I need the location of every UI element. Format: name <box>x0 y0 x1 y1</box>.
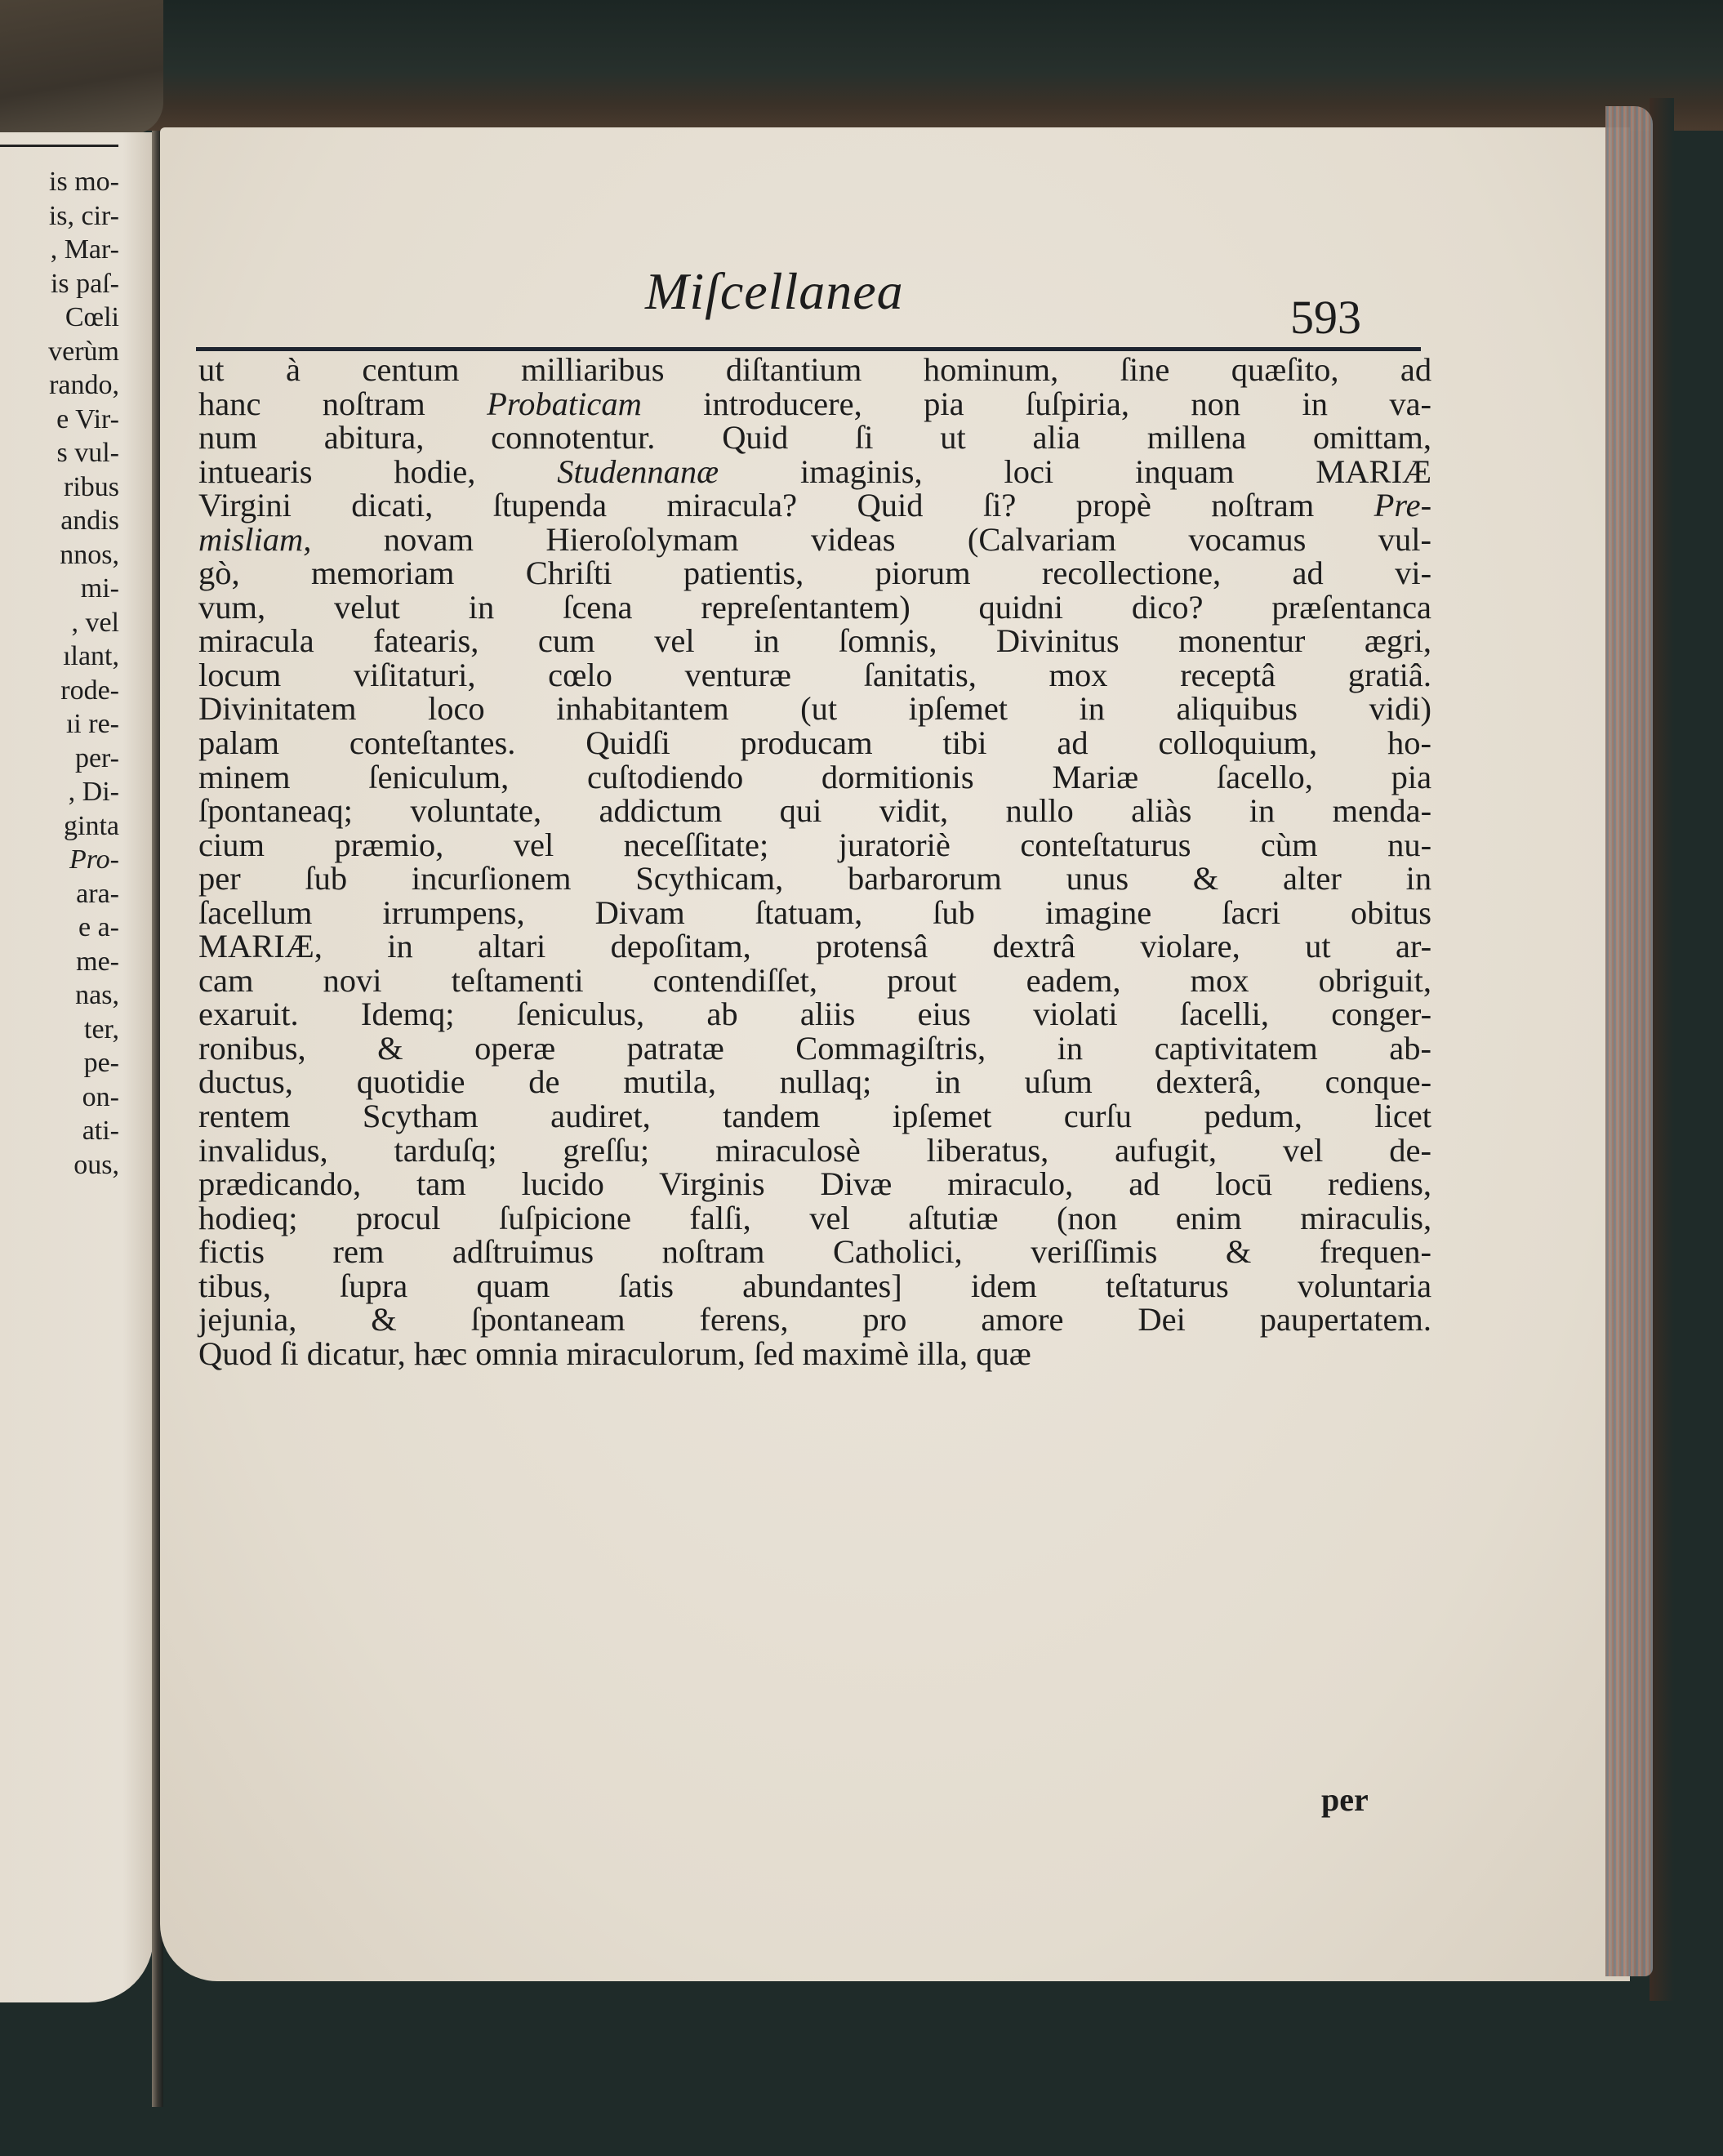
left-page-line: ous, <box>73 1149 119 1180</box>
text-line: intuearis hodie, Studennanæ imaginis, loci inquam MARIÆ <box>198 452 1432 490</box>
text-line: misliam, novam Hieroſolymam videas (Calvariam vocamus vul- <box>198 520 1432 558</box>
left-page-line: ribus <box>64 471 119 502</box>
page-fore-edge <box>1605 106 1653 1976</box>
left-page-line: ati- <box>82 1116 119 1146</box>
text-line: locum viſitaturi, cœlo venturæ ſanitatis, mox receptâ gratiâ. <box>198 656 1432 693</box>
book-binding-top <box>0 0 1723 131</box>
left-page-text <box>48 165 119 1182</box>
text-line: hanc noſtram Probaticam introducere, pia ſuſpiria, non in va- <box>198 385 1432 422</box>
left-page-line: , Di- <box>68 777 119 807</box>
book-cover-edge <box>1650 98 1674 2001</box>
left-page-line: ginta <box>64 810 119 841</box>
text-line: ſacellum irrumpens, Divam ſtatuam, ſub imagine ſacri obitus <box>198 893 1432 931</box>
left-page-line: ter, <box>84 1013 119 1045</box>
left-page-line: ılant, <box>63 641 119 671</box>
left-page-line: andis <box>60 506 119 536</box>
text-line: Divinitatem loco inhabitantem (ut ipſemet in aliquibus vidi) <box>198 690 1432 728</box>
left-page-line: verùm <box>48 336 119 367</box>
left-page-line: pe- <box>83 1048 119 1078</box>
text-line: num abitura, connotentur. Quid ſi ut alia millena omittam, <box>198 419 1432 457</box>
text-line: exaruit. Idemq; ſeniculus, ab aliis eius violati ſacelli, conger- <box>198 996 1432 1033</box>
text-line: gò, memoriam Chriſti patientis, piorum recollectione, ad vi- <box>198 555 1432 592</box>
text-line: rentem Scytham audiret, tandem ipſemet curſu pedum, licet <box>198 1098 1432 1135</box>
left-page-line: Pro- <box>69 844 119 875</box>
left-page-line: e a- <box>78 912 119 942</box>
left-page-line: me- <box>76 946 119 977</box>
text-line: MARIÆ, in altari depoſitam, protensâ dextrâ violare, ut ar- <box>198 928 1432 965</box>
left-page-line: s vul- <box>56 438 119 468</box>
left-page-line: , Mar- <box>50 234 119 265</box>
left-page-line: e Vir- <box>56 403 119 434</box>
text-line: miracula fatearis, cum vel in ſomnis, Divinitus monentur ægri, <box>198 622 1431 660</box>
left-page <box>0 132 154 2002</box>
left-page-line: is mo- <box>49 167 119 197</box>
text-line: Quod ſi dicatur, hæc omnia miraculorum, ſed maximè illa, quæ <box>198 1334 1031 1372</box>
left-page-line: Cœli <box>65 302 119 332</box>
text-line: minem ſeniculum, cuſtodiendo dormitionis Mariæ ſacello, pia <box>198 758 1432 795</box>
page-number: 593 <box>1290 291 1361 344</box>
left-page-line: mi- <box>80 573 119 604</box>
text-line: Virgini dicati, ſtupenda miracula? Quid ſi? propè noſtram Pre- <box>198 487 1432 524</box>
catchword: per <box>1321 1781 1369 1818</box>
left-page-line: on- <box>82 1081 119 1112</box>
text-line: ronibus, & operæ patratæ Commagiſtris, in captivitatem ab- <box>198 1029 1432 1067</box>
text-line: hodieq; procul ſuſpicione falſi, vel aſtutiæ (non enim miraculis, <box>198 1199 1432 1236</box>
left-page-line: , vel <box>71 607 119 638</box>
left-page-line: nas, <box>75 980 119 1010</box>
body-text <box>198 353 1431 1370</box>
running-head: Miſcellanea <box>645 262 904 320</box>
text-line: ductus, quotidie de mutila, nullaq; in uſum dexterâ, conque- <box>198 1063 1432 1101</box>
left-page-line: is paſ- <box>50 268 119 299</box>
text-line: cium præmio, vel neceſſitate; juratoriè conteſtaturus cùm nu- <box>198 826 1432 863</box>
left-page-line: rando, <box>49 370 119 400</box>
text-line: per ſub incurſionem Scythicam, barbarorum unus & alter in <box>198 860 1432 898</box>
text-line: fictis rem adſtruimus noſtram Catholici, veriſſimis & frequen- <box>198 1233 1431 1271</box>
left-page-line: ıi re- <box>65 709 119 739</box>
text-line: palam conteſtantes. Quidſi producam tibi ad colloquium, ho- <box>198 724 1431 762</box>
text-line: jejunia, & ſpontaneam ferens, pro amore Dei paupertatem. <box>198 1301 1432 1339</box>
left-page-line: rode- <box>60 675 119 706</box>
book-headband <box>0 0 163 135</box>
left-page-head-rule <box>0 145 118 147</box>
text-line: prædicando, tam lucido Virginis Divæ miraculo, ad locū rediens, <box>198 1165 1432 1203</box>
left-page-line: nnos, <box>60 539 119 570</box>
left-page-line: ara- <box>76 878 119 909</box>
left-page-line: per- <box>74 742 119 773</box>
text-line: ſpontaneaq; voluntate, addictum qui vidit, nullo aliàs in menda- <box>198 792 1432 830</box>
left-page-line: is, cir- <box>48 200 119 231</box>
text-line: vum, velut in ſcena repreſentantem) quidni dico? præſentanca <box>198 588 1432 626</box>
text-line: invalidus, tarduſq; greſſu; miraculosè liberatus, aufugit, vel de- <box>198 1131 1432 1169</box>
text-line: ut à centum milliaribus diſtantium hominum, ſine quæſito, ad <box>198 351 1432 388</box>
text-line: tibus, ſupra quam ſatis abundantes] idem teſtaturus voluntaria <box>198 1267 1432 1304</box>
text-line: cam novi teſtamenti contendiſſet, prout eadem, mox obriguit, <box>198 961 1432 999</box>
